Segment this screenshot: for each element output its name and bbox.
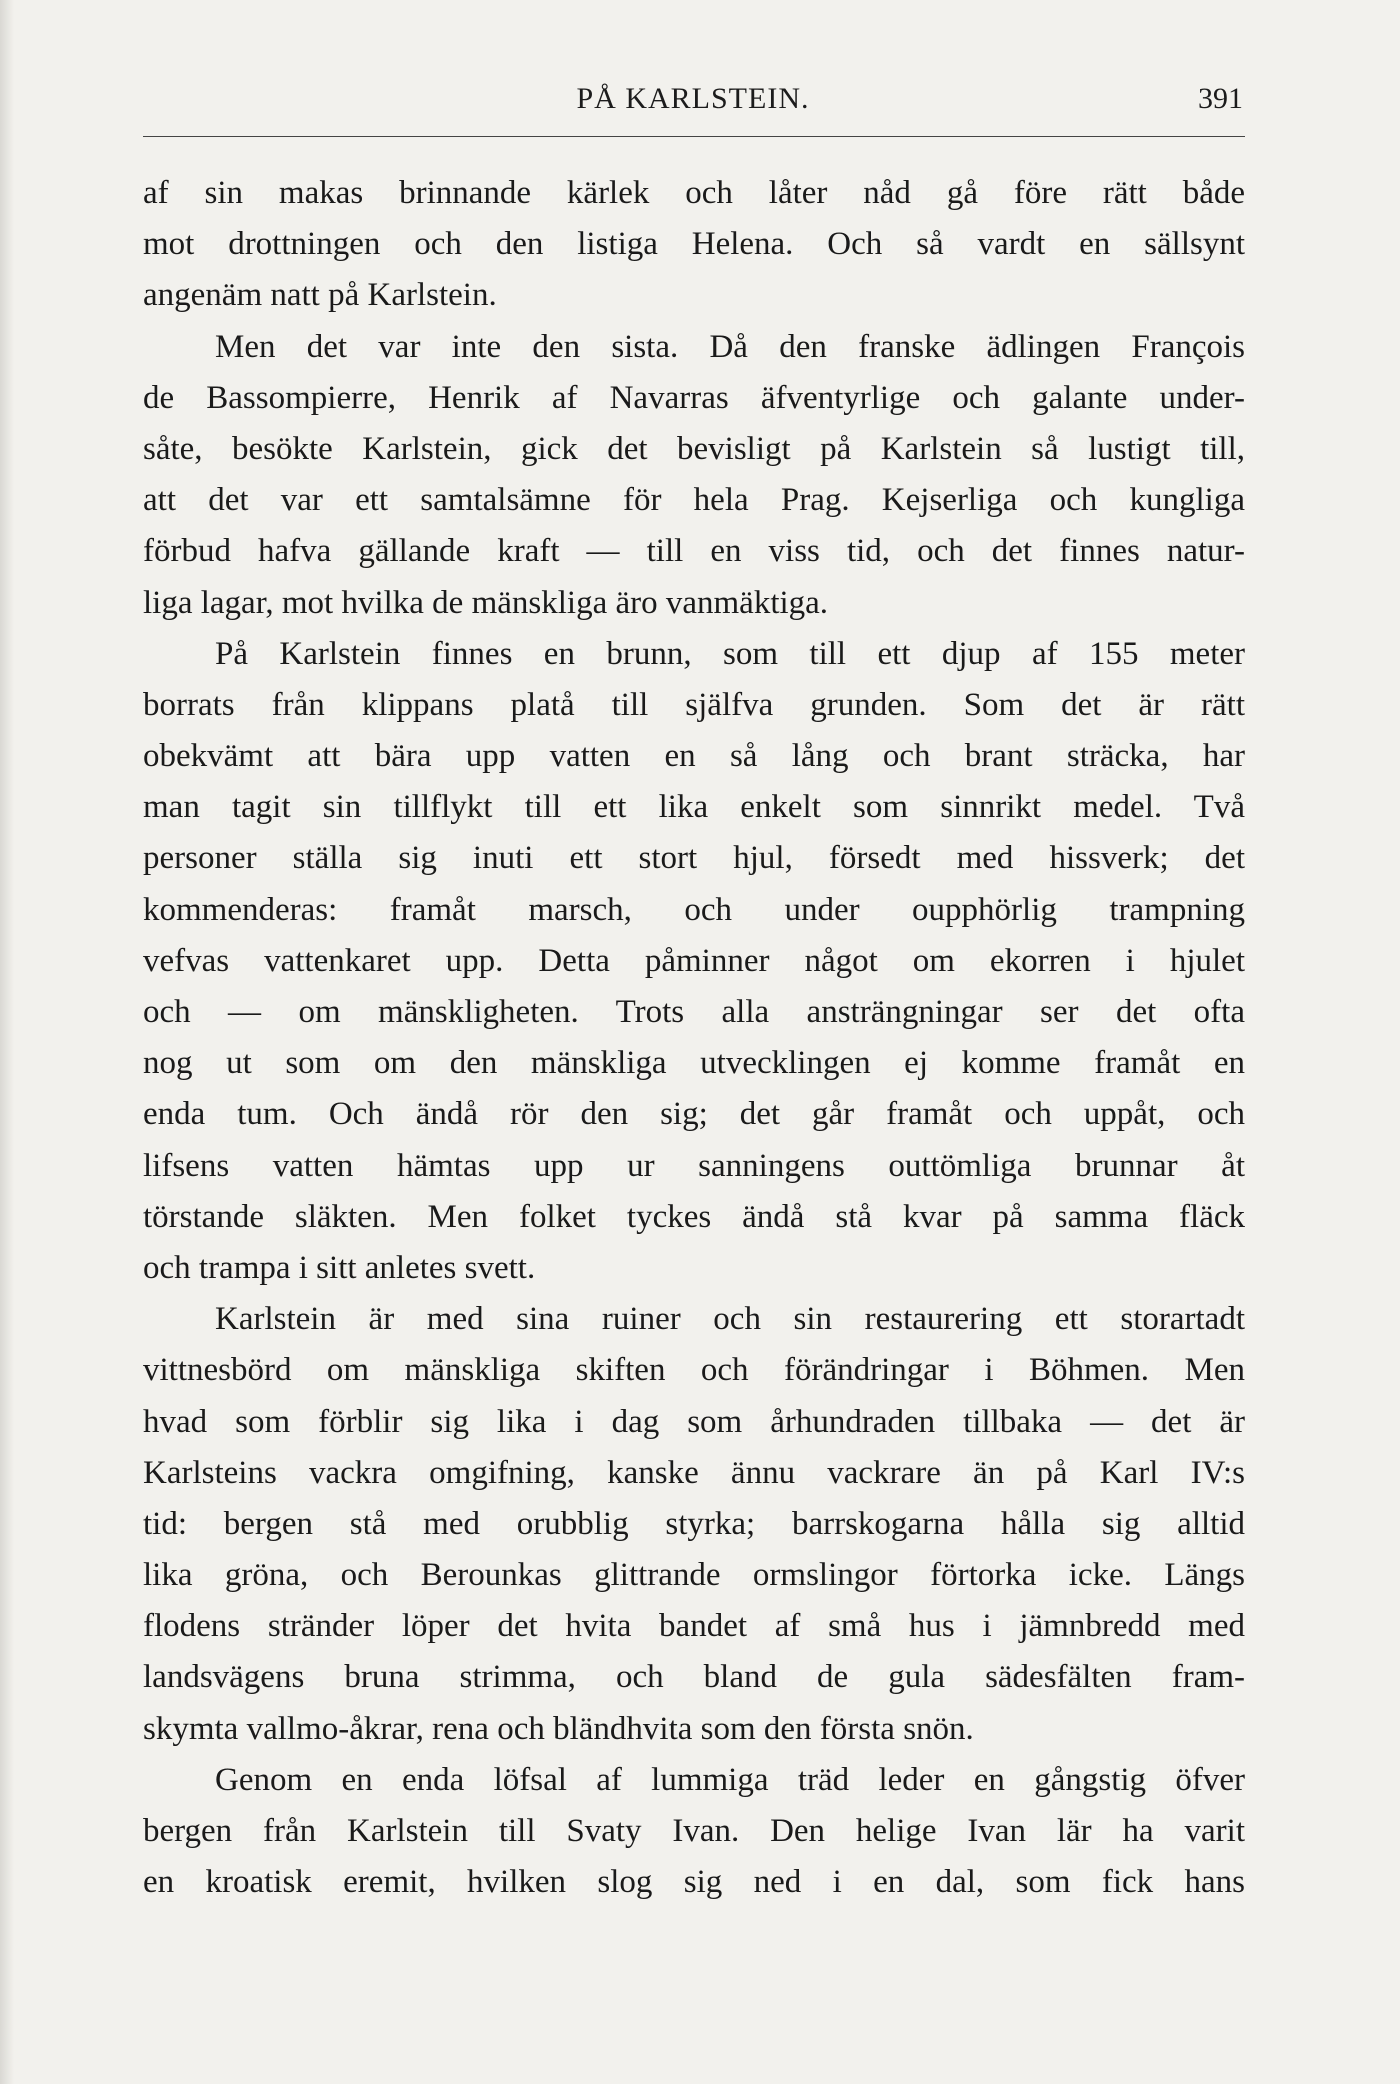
page-binding-edge <box>0 0 14 2084</box>
text-line: kommenderas: framåt marsch, och under oupphörlig trampning <box>143 891 1245 928</box>
text-line: bergen från Karlstein till Svaty Ivan. Den helige Ivan lär ha varit <box>143 1813 1245 1849</box>
text-line: tid: bergen stå med orubblig styrka; barrskogarna hålla sig alltid <box>143 1505 1245 1542</box>
text-line: personer ställa sig inuti ett stort hjul, försedt med hissverk; det <box>143 840 1245 877</box>
text-line: skymta vallmo-åkrar, rena och bländhvita som den första snön. <box>143 1710 974 1747</box>
text-line: lika gröna, och Berounkas glittrande ormslingor förtorka icke. Längs <box>143 1557 1245 1594</box>
text-line: flodens stränder löper det hvita bandet af små hus i jämnbredd med <box>143 1608 1245 1645</box>
paragraph <box>143 322 1245 629</box>
text-line: törstande släkten. Men folket tyckes ändå stå kvar på samma fläck <box>143 1198 1245 1235</box>
text-line: och — om mänskligheten. Trots alla ansträngningar ser det ofta <box>143 994 1245 1030</box>
text-line: en kroatisk eremit, hvilken slog sig ned i en dal, som fick hans <box>143 1864 1245 1901</box>
text-line: Men det var inte den sista. Då den franske ädlingen François <box>215 328 1245 365</box>
page-number: 391 <box>1198 82 1243 115</box>
text-line: enda tum. Och ändå rör den sig; det går framåt och uppåt, och <box>143 1096 1245 1133</box>
paragraph <box>143 629 1245 1294</box>
text-line: lifsens vatten hämtas upp ur sanningens outtömliga brunnar åt <box>143 1147 1245 1184</box>
text-line: Karlstein är med sina ruiner och sin restaurering ett storartadt <box>215 1301 1245 1338</box>
text-line: nog ut som om den mänskliga utvecklingen ej komme framåt en <box>143 1045 1245 1082</box>
text-line: såte, besökte Karlstein, gick det bevisligt på Karlstein så lustigt till, <box>143 430 1245 467</box>
text-line: vittnesbörd om mänskliga skiften och förändringar i Böhmen. Men <box>143 1352 1245 1389</box>
text-line: angenäm natt på Karlstein. <box>143 277 497 314</box>
text-line: obekvämt att bära upp vatten en så lång och brant sträcka, har <box>143 738 1245 775</box>
paragraph <box>143 1755 1245 1909</box>
text-line: landsvägens bruna strimma, och bland de gula sädesfälten fram- <box>143 1659 1245 1696</box>
header-rule <box>143 136 1245 137</box>
text-line: förbud hafva gällande kraft — till en viss tid, och det finnes natur- <box>143 533 1245 570</box>
text-line: att det var ett samtalsämne för hela Prag. Kejserliga och kungliga <box>143 482 1245 519</box>
text-line: mot drottningen och den listiga Helena. Och så vardt en sällsynt <box>143 226 1245 263</box>
text-line: hvad som förblir sig lika i dag som århundraden tillbaka — det är <box>143 1403 1245 1440</box>
paragraph <box>143 168 1245 322</box>
text-line: af sin makas brinnande kärlek och låter nåd gå före rätt både <box>143 175 1245 211</box>
text-line: borrats från klippans platå till själfva grunden. Som det är rätt <box>143 686 1245 723</box>
text-line: liga lagar, mot hvilka de mänskliga äro vanmäktiga. <box>143 584 829 621</box>
text-line: På Karlstein finnes en brunn, som till ett djup af 155 meter <box>215 635 1245 672</box>
text-line: och trampa i sitt anletes svett. <box>143 1249 536 1286</box>
paragraph <box>143 1294 1245 1755</box>
text-line: de Bassompierre, Henrik af Navarras äfventyrlige och galante under- <box>143 379 1245 416</box>
text-line: vefvas vattenkaret upp. Detta påminner något om ekorren i hjulet <box>143 942 1245 979</box>
running-title: PÅ KARLSTEIN. <box>576 82 810 115</box>
page-header <box>143 82 1243 130</box>
text-line: man tagit sin tillflykt till ett lika enkelt som sinnrikt medel. Två <box>143 789 1245 826</box>
body-text <box>143 168 1245 1908</box>
text-line: Genom en enda löfsal af lummiga träd leder en gångstig öfver <box>215 1761 1245 1798</box>
text-line: Karlsteins vackra omgifning, kanske ännu vackrare än på Karl IV:s <box>143 1454 1245 1491</box>
